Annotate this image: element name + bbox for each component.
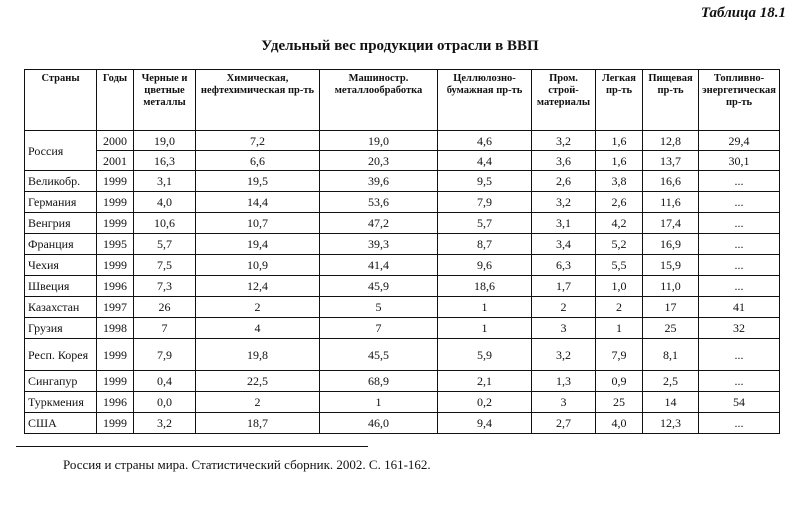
value-cell: 0,9	[596, 371, 643, 392]
table-row	[25, 297, 780, 318]
year-cell: 1999	[97, 171, 134, 192]
country-cell: Респ. Корея	[25, 339, 97, 371]
value-cell: 18,7	[196, 413, 320, 434]
value-cell: 22,5	[196, 371, 320, 392]
year-cell: 1998	[97, 318, 134, 339]
value-cell: 16,9	[643, 234, 699, 255]
value-cell: 3,4	[532, 234, 596, 255]
value-cell: 9,6	[438, 255, 532, 276]
value-cell: 41,4	[320, 255, 438, 276]
value-cell: 53,6	[320, 192, 438, 213]
value-cell: 7,5	[134, 255, 196, 276]
value-cell: 6,6	[196, 151, 320, 171]
value-cell: 16,3	[134, 151, 196, 171]
value-cell: 1,6	[596, 151, 643, 171]
year-cell: 2001	[97, 151, 134, 171]
value-cell: 3,2	[532, 192, 596, 213]
statistics-table	[24, 69, 780, 434]
value-cell: ...	[699, 371, 780, 392]
value-cell: 2	[196, 392, 320, 413]
value-cell: 47,2	[320, 213, 438, 234]
value-cell: 29,4	[699, 131, 780, 151]
value-cell: 5,7	[134, 234, 196, 255]
year-cell: 1999	[97, 192, 134, 213]
column-header-metals: Черные и цветные металлы	[134, 70, 196, 131]
value-cell: 8,7	[438, 234, 532, 255]
country-cell: Казахстан	[25, 297, 97, 318]
value-cell: 10,7	[196, 213, 320, 234]
value-cell: 1,6	[596, 131, 643, 151]
value-cell: 4	[196, 318, 320, 339]
value-cell: 1	[596, 318, 643, 339]
value-cell: 3,1	[532, 213, 596, 234]
value-cell: 4,6	[438, 131, 532, 151]
country-cell: Германия	[25, 192, 97, 213]
value-cell: 7,9	[134, 339, 196, 371]
value-cell: 3,2	[532, 339, 596, 371]
country-cell: Россия	[25, 131, 97, 171]
value-cell: 3,1	[134, 171, 196, 192]
year-cell: 1999	[97, 413, 134, 434]
value-cell: 0,4	[134, 371, 196, 392]
value-cell: 19,0	[320, 131, 438, 151]
country-cell: Великобр.	[25, 171, 97, 192]
value-cell: 2,1	[438, 371, 532, 392]
country-cell: Сингапур	[25, 371, 97, 392]
value-cell: 30,1	[699, 151, 780, 171]
value-cell: 1,0	[596, 276, 643, 297]
value-cell: 0,2	[438, 392, 532, 413]
value-cell: 25	[643, 318, 699, 339]
value-cell: 15,9	[643, 255, 699, 276]
value-cell: 1	[320, 392, 438, 413]
value-cell: 9,5	[438, 171, 532, 192]
value-cell: 4,2	[596, 213, 643, 234]
value-cell: 4,0	[596, 413, 643, 434]
source-footnote: Россия и страны мира. Статистический сборник. 2002. С. 161-162.	[63, 457, 431, 472]
value-cell: 2	[596, 297, 643, 318]
table-row	[25, 392, 780, 413]
value-cell: 1	[438, 297, 532, 318]
year-cell: 1999	[97, 213, 134, 234]
value-cell: 9,4	[438, 413, 532, 434]
value-cell: 46,0	[320, 413, 438, 434]
year-cell: 1996	[97, 276, 134, 297]
column-header-building-materials: Пром. строй-материалы	[532, 70, 596, 131]
value-cell: ...	[699, 192, 780, 213]
value-cell: 39,6	[320, 171, 438, 192]
value-cell: 20,3	[320, 151, 438, 171]
value-cell: 3	[532, 392, 596, 413]
table-row	[25, 371, 780, 392]
value-cell: 5,5	[596, 255, 643, 276]
table-row	[25, 413, 780, 434]
year-cell: 1999	[97, 339, 134, 371]
value-cell: ...	[699, 234, 780, 255]
value-cell: 14,4	[196, 192, 320, 213]
table-number-label: Таблица 18.1	[700, 5, 786, 21]
table-row	[25, 131, 780, 151]
value-cell: 7,2	[196, 131, 320, 151]
value-cell: ...	[699, 339, 780, 371]
value-cell: 0,0	[134, 392, 196, 413]
column-header-countries: Страны	[25, 70, 97, 131]
country-cell: Грузия	[25, 318, 97, 339]
year-cell: 1999	[97, 371, 134, 392]
value-cell: 17,4	[643, 213, 699, 234]
country-cell: Туркмения	[25, 392, 97, 413]
value-cell: 1,7	[532, 276, 596, 297]
table-row	[25, 213, 780, 234]
column-header-years: Годы	[97, 70, 134, 131]
column-header-pulp-paper: Целлюлозно-бумажная пр-ть	[438, 70, 532, 131]
value-cell: 45,9	[320, 276, 438, 297]
table-body	[25, 131, 780, 434]
column-header-food-industry: Пищевая пр-ть	[643, 70, 699, 131]
value-cell: 8,1	[643, 339, 699, 371]
country-cell: Швеция	[25, 276, 97, 297]
year-cell: 1997	[97, 297, 134, 318]
value-cell: 2,6	[596, 192, 643, 213]
country-cell: США	[25, 413, 97, 434]
value-cell: 10,9	[196, 255, 320, 276]
value-cell: 13,7	[643, 151, 699, 171]
table-row	[25, 276, 780, 297]
value-cell: 2	[196, 297, 320, 318]
value-cell: 3,2	[532, 131, 596, 151]
value-cell: 19,0	[134, 131, 196, 151]
value-cell: 2,6	[532, 171, 596, 192]
column-header-chemical: Химическая, нефтехимическая пр-ть	[196, 70, 320, 131]
footnote-divider	[16, 446, 368, 447]
year-cell: 1996	[97, 392, 134, 413]
value-cell: 68,9	[320, 371, 438, 392]
value-cell: 5,7	[438, 213, 532, 234]
table-row	[25, 192, 780, 213]
table-title: Удельный вес продукции отрасли в ВВП	[261, 38, 539, 54]
value-cell: 41	[699, 297, 780, 318]
value-cell: 4,4	[438, 151, 532, 171]
value-cell: ...	[699, 171, 780, 192]
value-cell: 6,3	[532, 255, 596, 276]
year-cell: 1999	[97, 255, 134, 276]
value-cell: 14	[643, 392, 699, 413]
column-header-fuel-energy: Топливно-энергетическая пр-ть	[699, 70, 780, 131]
value-cell: 45,5	[320, 339, 438, 371]
value-cell: 12,8	[643, 131, 699, 151]
value-cell: 2	[532, 297, 596, 318]
table-row	[25, 234, 780, 255]
value-cell: 5,2	[596, 234, 643, 255]
value-cell: 54	[699, 392, 780, 413]
country-cell: Венгрия	[25, 213, 97, 234]
value-cell: 7,3	[134, 276, 196, 297]
value-cell: 7,9	[596, 339, 643, 371]
header-row	[25, 70, 780, 131]
value-cell: 19,8	[196, 339, 320, 371]
value-cell: 17	[643, 297, 699, 318]
table-row	[25, 171, 780, 192]
table-row	[25, 151, 780, 171]
value-cell: 5	[320, 297, 438, 318]
value-cell: 19,5	[196, 171, 320, 192]
country-cell: Франция	[25, 234, 97, 255]
column-header-machinery: Машиностр. металлообработка	[320, 70, 438, 131]
value-cell: 32	[699, 318, 780, 339]
value-cell: 4,0	[134, 192, 196, 213]
value-cell: 25	[596, 392, 643, 413]
country-cell: Чехия	[25, 255, 97, 276]
value-cell: 3	[532, 318, 596, 339]
year-cell: 1995	[97, 234, 134, 255]
value-cell: 5,9	[438, 339, 532, 371]
value-cell: 3,8	[596, 171, 643, 192]
value-cell: 1	[438, 318, 532, 339]
year-cell: 2000	[97, 131, 134, 151]
value-cell: 2,7	[532, 413, 596, 434]
value-cell: 2,5	[643, 371, 699, 392]
value-cell: ...	[699, 213, 780, 234]
value-cell: ...	[699, 413, 780, 434]
value-cell: 12,3	[643, 413, 699, 434]
value-cell: 18,6	[438, 276, 532, 297]
value-cell: 39,3	[320, 234, 438, 255]
table-row	[25, 339, 780, 371]
table-row	[25, 255, 780, 276]
value-cell: ...	[699, 276, 780, 297]
value-cell: 10,6	[134, 213, 196, 234]
column-header-light-industry: Легкая пр-ть	[596, 70, 643, 131]
value-cell: 19,4	[196, 234, 320, 255]
value-cell: 7	[320, 318, 438, 339]
value-cell: 3,2	[134, 413, 196, 434]
value-cell: 16,6	[643, 171, 699, 192]
value-cell: 1,3	[532, 371, 596, 392]
value-cell: 7	[134, 318, 196, 339]
table-row	[25, 318, 780, 339]
value-cell: 26	[134, 297, 196, 318]
value-cell: ...	[699, 255, 780, 276]
value-cell: 11,6	[643, 192, 699, 213]
value-cell: 3,6	[532, 151, 596, 171]
value-cell: 7,9	[438, 192, 532, 213]
value-cell: 12,4	[196, 276, 320, 297]
value-cell: 11,0	[643, 276, 699, 297]
